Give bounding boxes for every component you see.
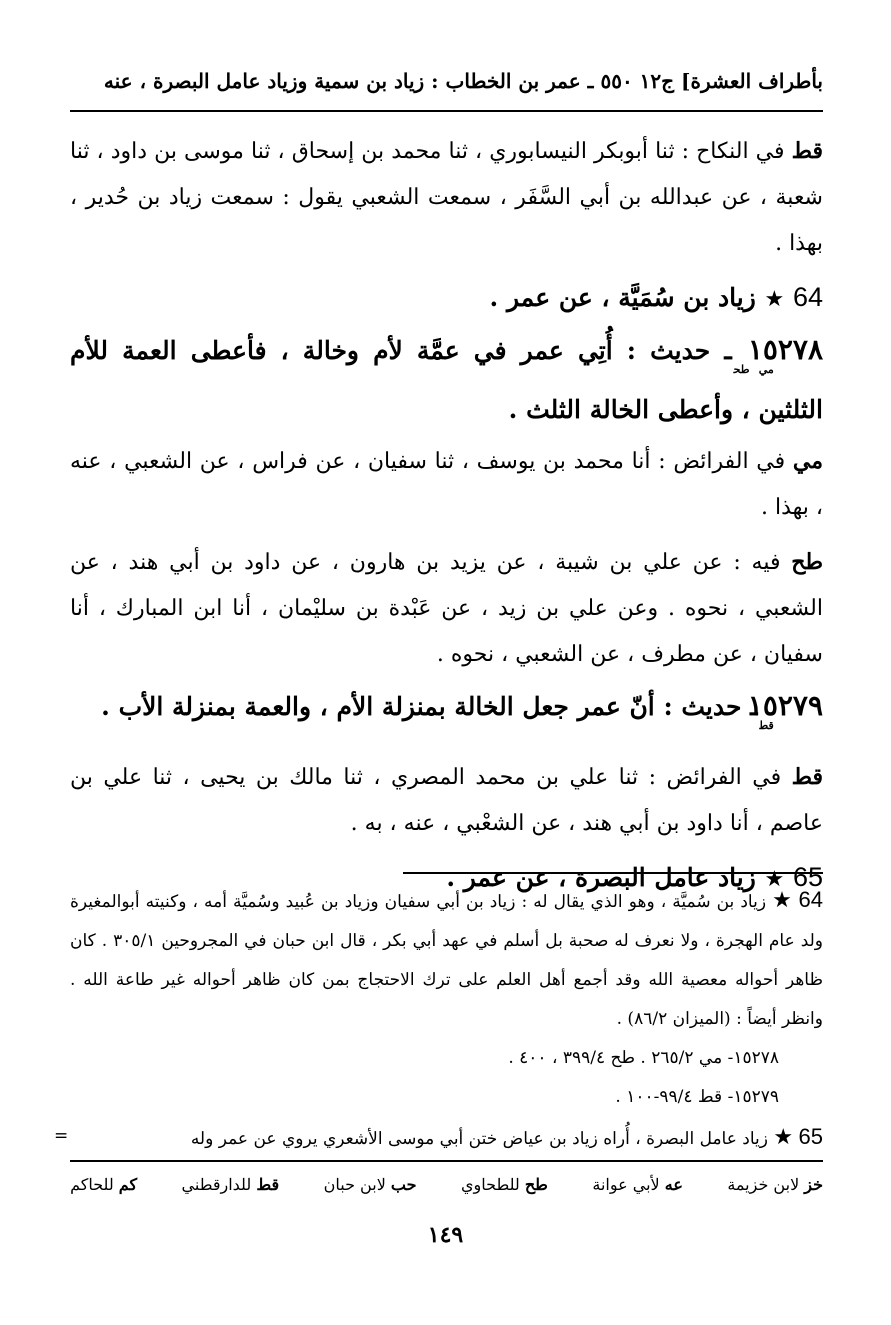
narrator-name: زياد بن سُمَيَّة ، عن عمر . [489, 283, 756, 312]
footnote-ref-15278: ١٥٢٧٨- مي ٢٦٥/٢ . طح ٣٩٩/٤ ، ٤٠٠ . [508, 1048, 779, 1068]
hadith-sigla: مي طح [733, 363, 774, 376]
footnote-rule [403, 872, 823, 874]
narrator-name: زياد عامل البصرة ، عن عمر . [446, 863, 756, 892]
isnad-paragraph-3 [70, 539, 823, 678]
hadith-number: ١٥٢٧٩ [747, 689, 823, 722]
narrator-entry-64 [70, 275, 823, 322]
isnad-text: في الفرائض : ثنا علي بن محمد المصري ، ثنا مالك بن يحيى ، ثنا علي بن عاصم ، أنا داود بن أبي هند ، عن الشعْبي ، عنه ، به . [70, 765, 823, 836]
abbreviation-label: للطحاوي [460, 1174, 520, 1194]
footnote-number: 65 [798, 1124, 823, 1149]
abbreviations-rule [70, 1160, 823, 1162]
source-code: قط [791, 138, 823, 164]
abbreviation-item [70, 1175, 137, 1194]
isnad-text: فيه : عن علي بن شيبة ، عن يزيد بن هارون ، عن داود بن أبي هند ، عن الشعبي ، نحوه . وعن علي بن زيد ، عن عَبْدة بن سليْمان ، أنا ابن المبارك ، أنا سفيان ، عن مطرف ، عن الشعبي ، نحوه . [70, 550, 823, 667]
footnote-text: زياد عامل البصرة ، أُراه زياد بن عياض ختن أبي موسى الأشعري يروي عن عمر وله [190, 1129, 774, 1149]
source-code: قط [791, 764, 823, 790]
footnote-65 [54, 1117, 823, 1159]
source-code: طح [791, 549, 823, 575]
star-icon: ★ [764, 867, 785, 892]
abbreviation-code: كم [118, 1174, 138, 1194]
isnad-paragraph-1 [70, 128, 823, 267]
footnote-text: زياد بن سُميَّة ، وهو الذي يقال له : زياد بن أبي سفيان وزياد بن عُبيد وسُميَّة أمه ، وكنيته أبوالمغيرة ولد عام الهجرة ، ولا نعرف له صحبة بل أسلم في عهد أبي بكر ، قال ابن حبان في المجروحين ٣٠٥/١ . كان ظاهر أحواله معصية الله وقد أجمع أهل العلم على ترك الاحتجاج بمن كان ظاهر أحواله غير طاعة الله . وانظر أيضاً : (الميزان ٨٦/٢) . [70, 892, 824, 1029]
source-code: مي [792, 448, 823, 474]
hadith-15279 [70, 686, 823, 746]
abbreviation-item [727, 1175, 823, 1194]
isnad-text: في الفرائض : أنا محمد بن يوسف ، ثنا سفيان ، عن فراس ، عن الشعبي ، عنه ، بهذا . [70, 449, 823, 520]
footnote-number: 64 [798, 887, 823, 912]
hadith-15278 [70, 330, 823, 430]
abbreviation-item [324, 1175, 417, 1194]
footnote-64 [70, 880, 823, 1039]
page-number: ١٤٩ [427, 1222, 464, 1248]
abbreviation-item [461, 1175, 548, 1194]
abbreviation-label: لأبي عوانة [592, 1174, 660, 1194]
abbreviations-key [70, 1166, 823, 1202]
abbreviation-code: عه [664, 1174, 683, 1194]
isnad-text: في النكاح : ثنا أبوبكر النيسابوري ، ثنا محمد بن إسحاق ، ثنا موسى بن داود ، ثنا شعبة ، عن عبدالله بن أبي السَّفَر ، سمعت الشعبي يقول : سمعت زياد بن حُدير ، بهذا . [70, 139, 823, 256]
isnad-paragraph-2 [70, 438, 823, 531]
abbreviation-code: قط [256, 1174, 280, 1194]
abbreviation-code: طح [524, 1174, 548, 1194]
hadith-sigla: قط [759, 719, 774, 732]
footnote-ref-15279: ١٥٢٧٩- قط ٩٩/٤-١٠٠ . [615, 1087, 779, 1107]
abbreviation-label: للحاكم [70, 1174, 114, 1194]
abbreviation-item [182, 1175, 280, 1194]
star-icon: ★ [772, 888, 793, 913]
entry-number: 64 [792, 282, 823, 312]
star-icon: ★ [773, 1125, 794, 1150]
isnad-paragraph-4 [70, 754, 823, 847]
star-icon: ★ [764, 287, 785, 312]
running-header [70, 64, 823, 98]
abbreviation-label: لابن خزيمة [727, 1174, 800, 1194]
abbreviation-code: حب [390, 1174, 417, 1194]
abbreviation-item [592, 1175, 683, 1194]
hadith-number: ١٥٢٧٨ [747, 333, 824, 366]
hadith-text: ـ حديث : أنّ عمر جعل الخالة بمنزلة الأم ، والعمة بمنزلة الأب . [101, 692, 758, 721]
header-rule [70, 110, 823, 112]
hadith-text: ـ حديث : أُتِي عمر في عمَّة لأم وخالة ، فأعطى العمة للأم الثلثين ، وأعطى الخالة الثلث . [70, 336, 823, 424]
entry-number: 65 [792, 862, 823, 892]
abbreviation-code: خز [804, 1174, 823, 1194]
abbreviation-label: لابن حبان [323, 1174, 386, 1194]
abbreviation-label: للدارقطني [181, 1174, 252, 1194]
footnotes [54, 880, 824, 1159]
running-header-text: بأطراف العشرة] ج١٢ ٥٥٠ ـ عمر بن الخطاب : زياد بن سمية وزياد عامل البصرة ، عنه [103, 69, 823, 93]
continuation-mark: = [54, 1126, 69, 1146]
main-text [70, 128, 823, 910]
